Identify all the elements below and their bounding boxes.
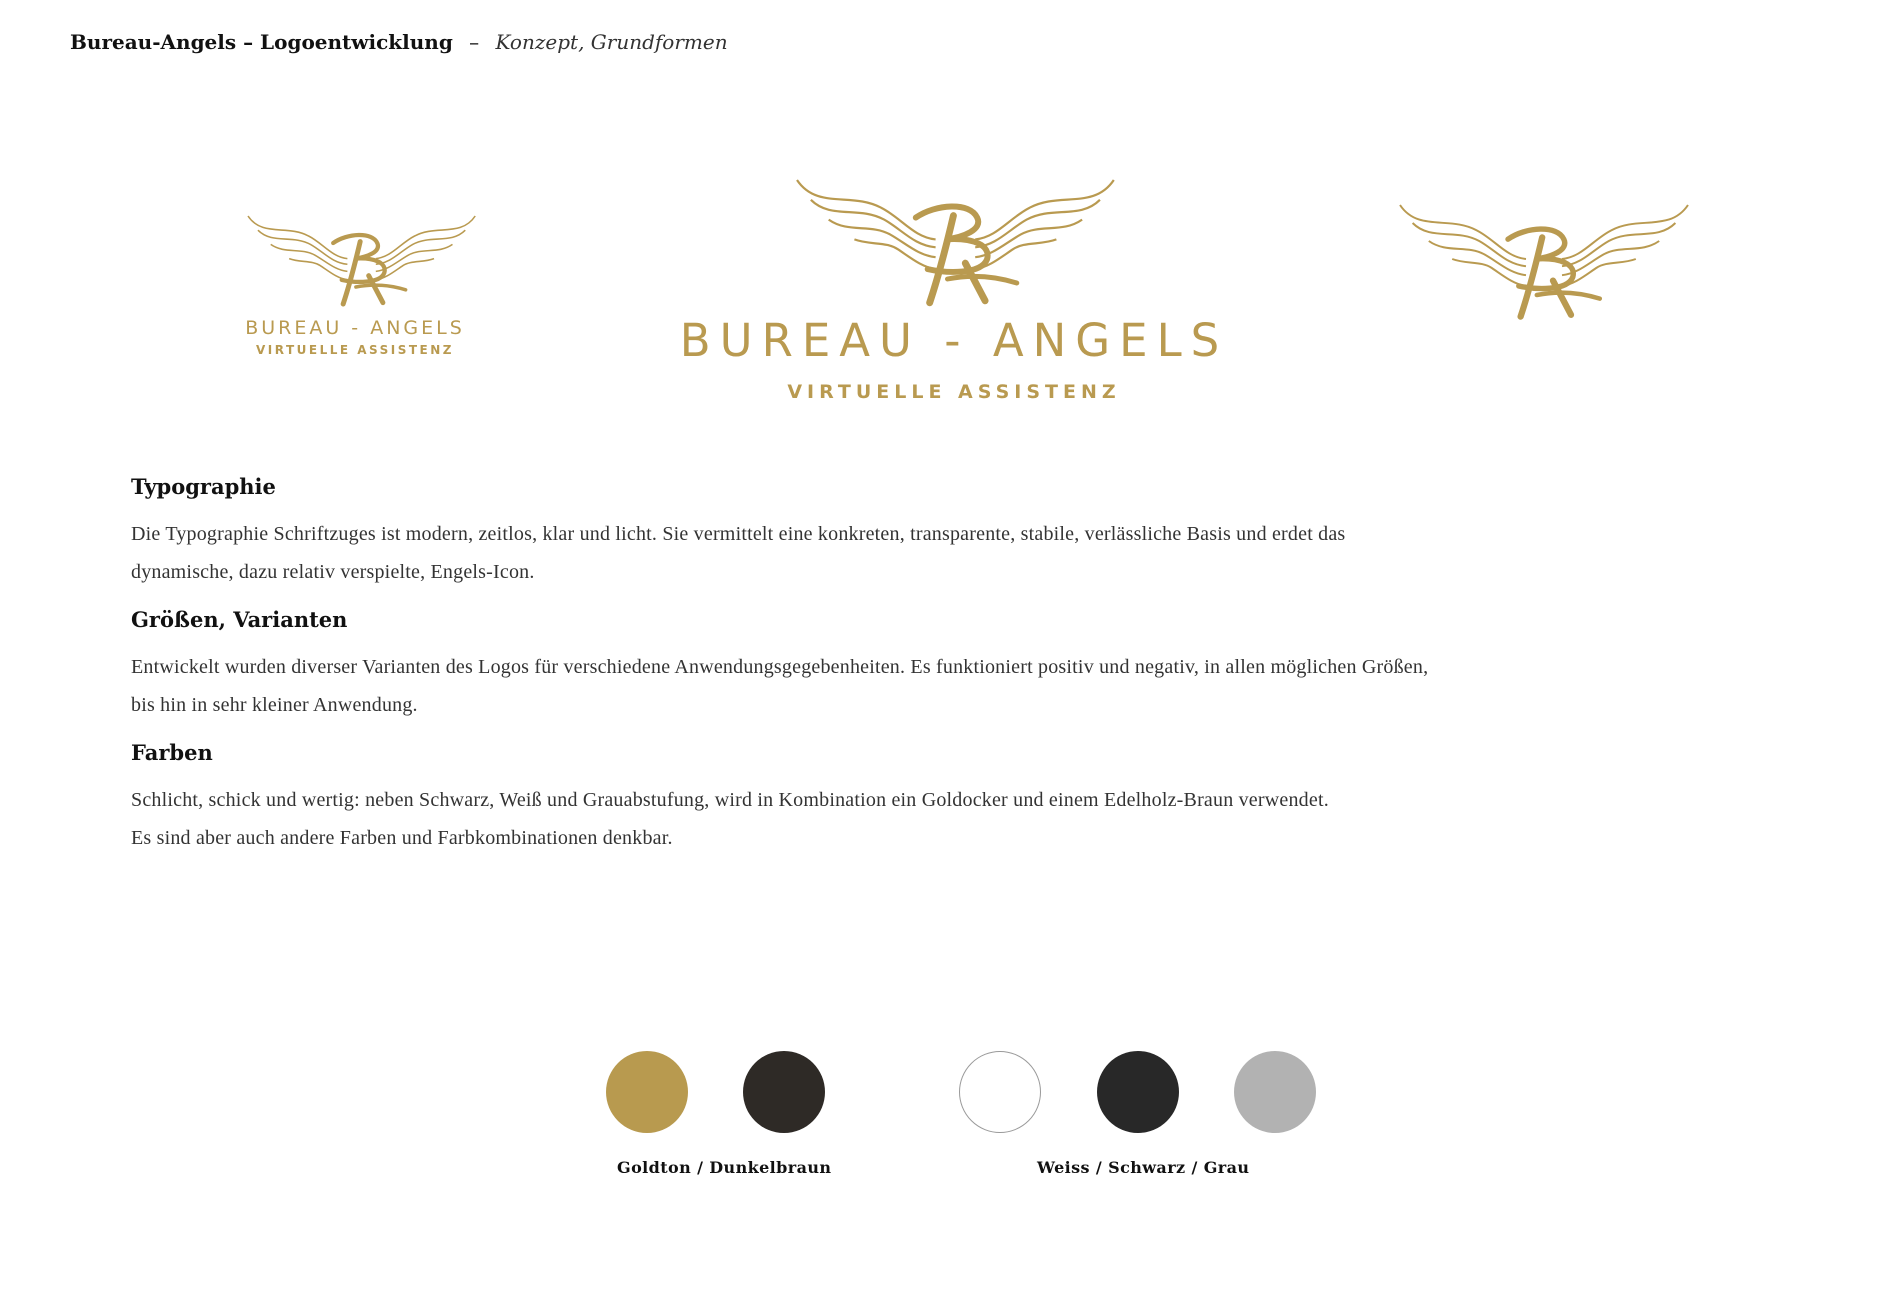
section-paragraph: [131, 515, 1751, 591]
logo-small: [245, 216, 476, 358]
palette-label-gold-brown: Goldton / Dunkelbraun: [617, 1158, 832, 1177]
logo-small-tagline: VIRTUELLE ASSISTENZ: [255, 343, 455, 357]
swatch-schwarz: [1097, 1051, 1179, 1133]
logo-small-wordmark: BUREAU - ANGELS: [245, 317, 465, 339]
palette-label-white-black-grey: Weiss / Schwarz / Grau: [1037, 1158, 1250, 1177]
title-separator: –: [469, 30, 480, 54]
logo-small-graphic: [245, 216, 476, 358]
logo-icon-only: [1400, 205, 1690, 325]
section-paragraph: [131, 781, 1751, 857]
section-heading: Typographie: [131, 474, 276, 499]
description-content: [131, 474, 1751, 873]
swatch-dunkelbraun: [743, 1051, 825, 1133]
logo-large: [679, 180, 1229, 403]
paragraph-line: dynamische, dazu relativ verspielte, Engels-Icon.: [131, 561, 535, 583]
page-header: [70, 30, 728, 54]
paragraph-line: Es sind aber auch andere Farben und Farbkombinationen denkbar.: [131, 827, 673, 849]
paragraph-line: Entwickelt wurden diverser Varianten des Logos für verschiedene Anwendungsgegebenheiten. Es funktioniert positiv und negativ, in allen möglichen Größen,: [131, 656, 1429, 678]
section-farben: [131, 740, 1751, 857]
logo-large-graphic: [679, 180, 1229, 403]
swatch-grau: [1234, 1051, 1316, 1133]
page-subtitle: Konzept, Grundformen: [495, 30, 728, 54]
paragraph-line: Die Typographie Schriftzuges ist modern, zeitlos, klar und licht. Sie vermittelt eine konkreten, transparente, stabile, verlässliche Basis und erdet das: [131, 523, 1346, 545]
swatch-goldton: [606, 1051, 688, 1133]
section-paragraph: [131, 648, 1751, 724]
logo-large-wordmark: BUREAU - ANGELS: [679, 314, 1229, 367]
section-groessen-varianten: [131, 607, 1751, 724]
page-title: Bureau-Angels – Logoentwicklung: [70, 30, 453, 54]
section-heading: Farben: [131, 740, 213, 765]
logo-large-tagline: VIRTUELLE ASSISTENZ: [787, 381, 1121, 403]
paragraph-line: bis hin in sehr kleiner Anwendung.: [131, 694, 418, 716]
section-heading: Größen, Varianten: [131, 607, 348, 632]
swatch-weiss: [959, 1051, 1041, 1133]
paragraph-line: Schlicht, schick und wertig: neben Schwarz, Weiß und Grauabstufung, wird in Kombination ein Goldocker und einem Edelholz-Braun verwendet.: [131, 789, 1329, 811]
logo-icon-graphic: [1400, 205, 1690, 325]
section-typographie: [131, 474, 1751, 591]
